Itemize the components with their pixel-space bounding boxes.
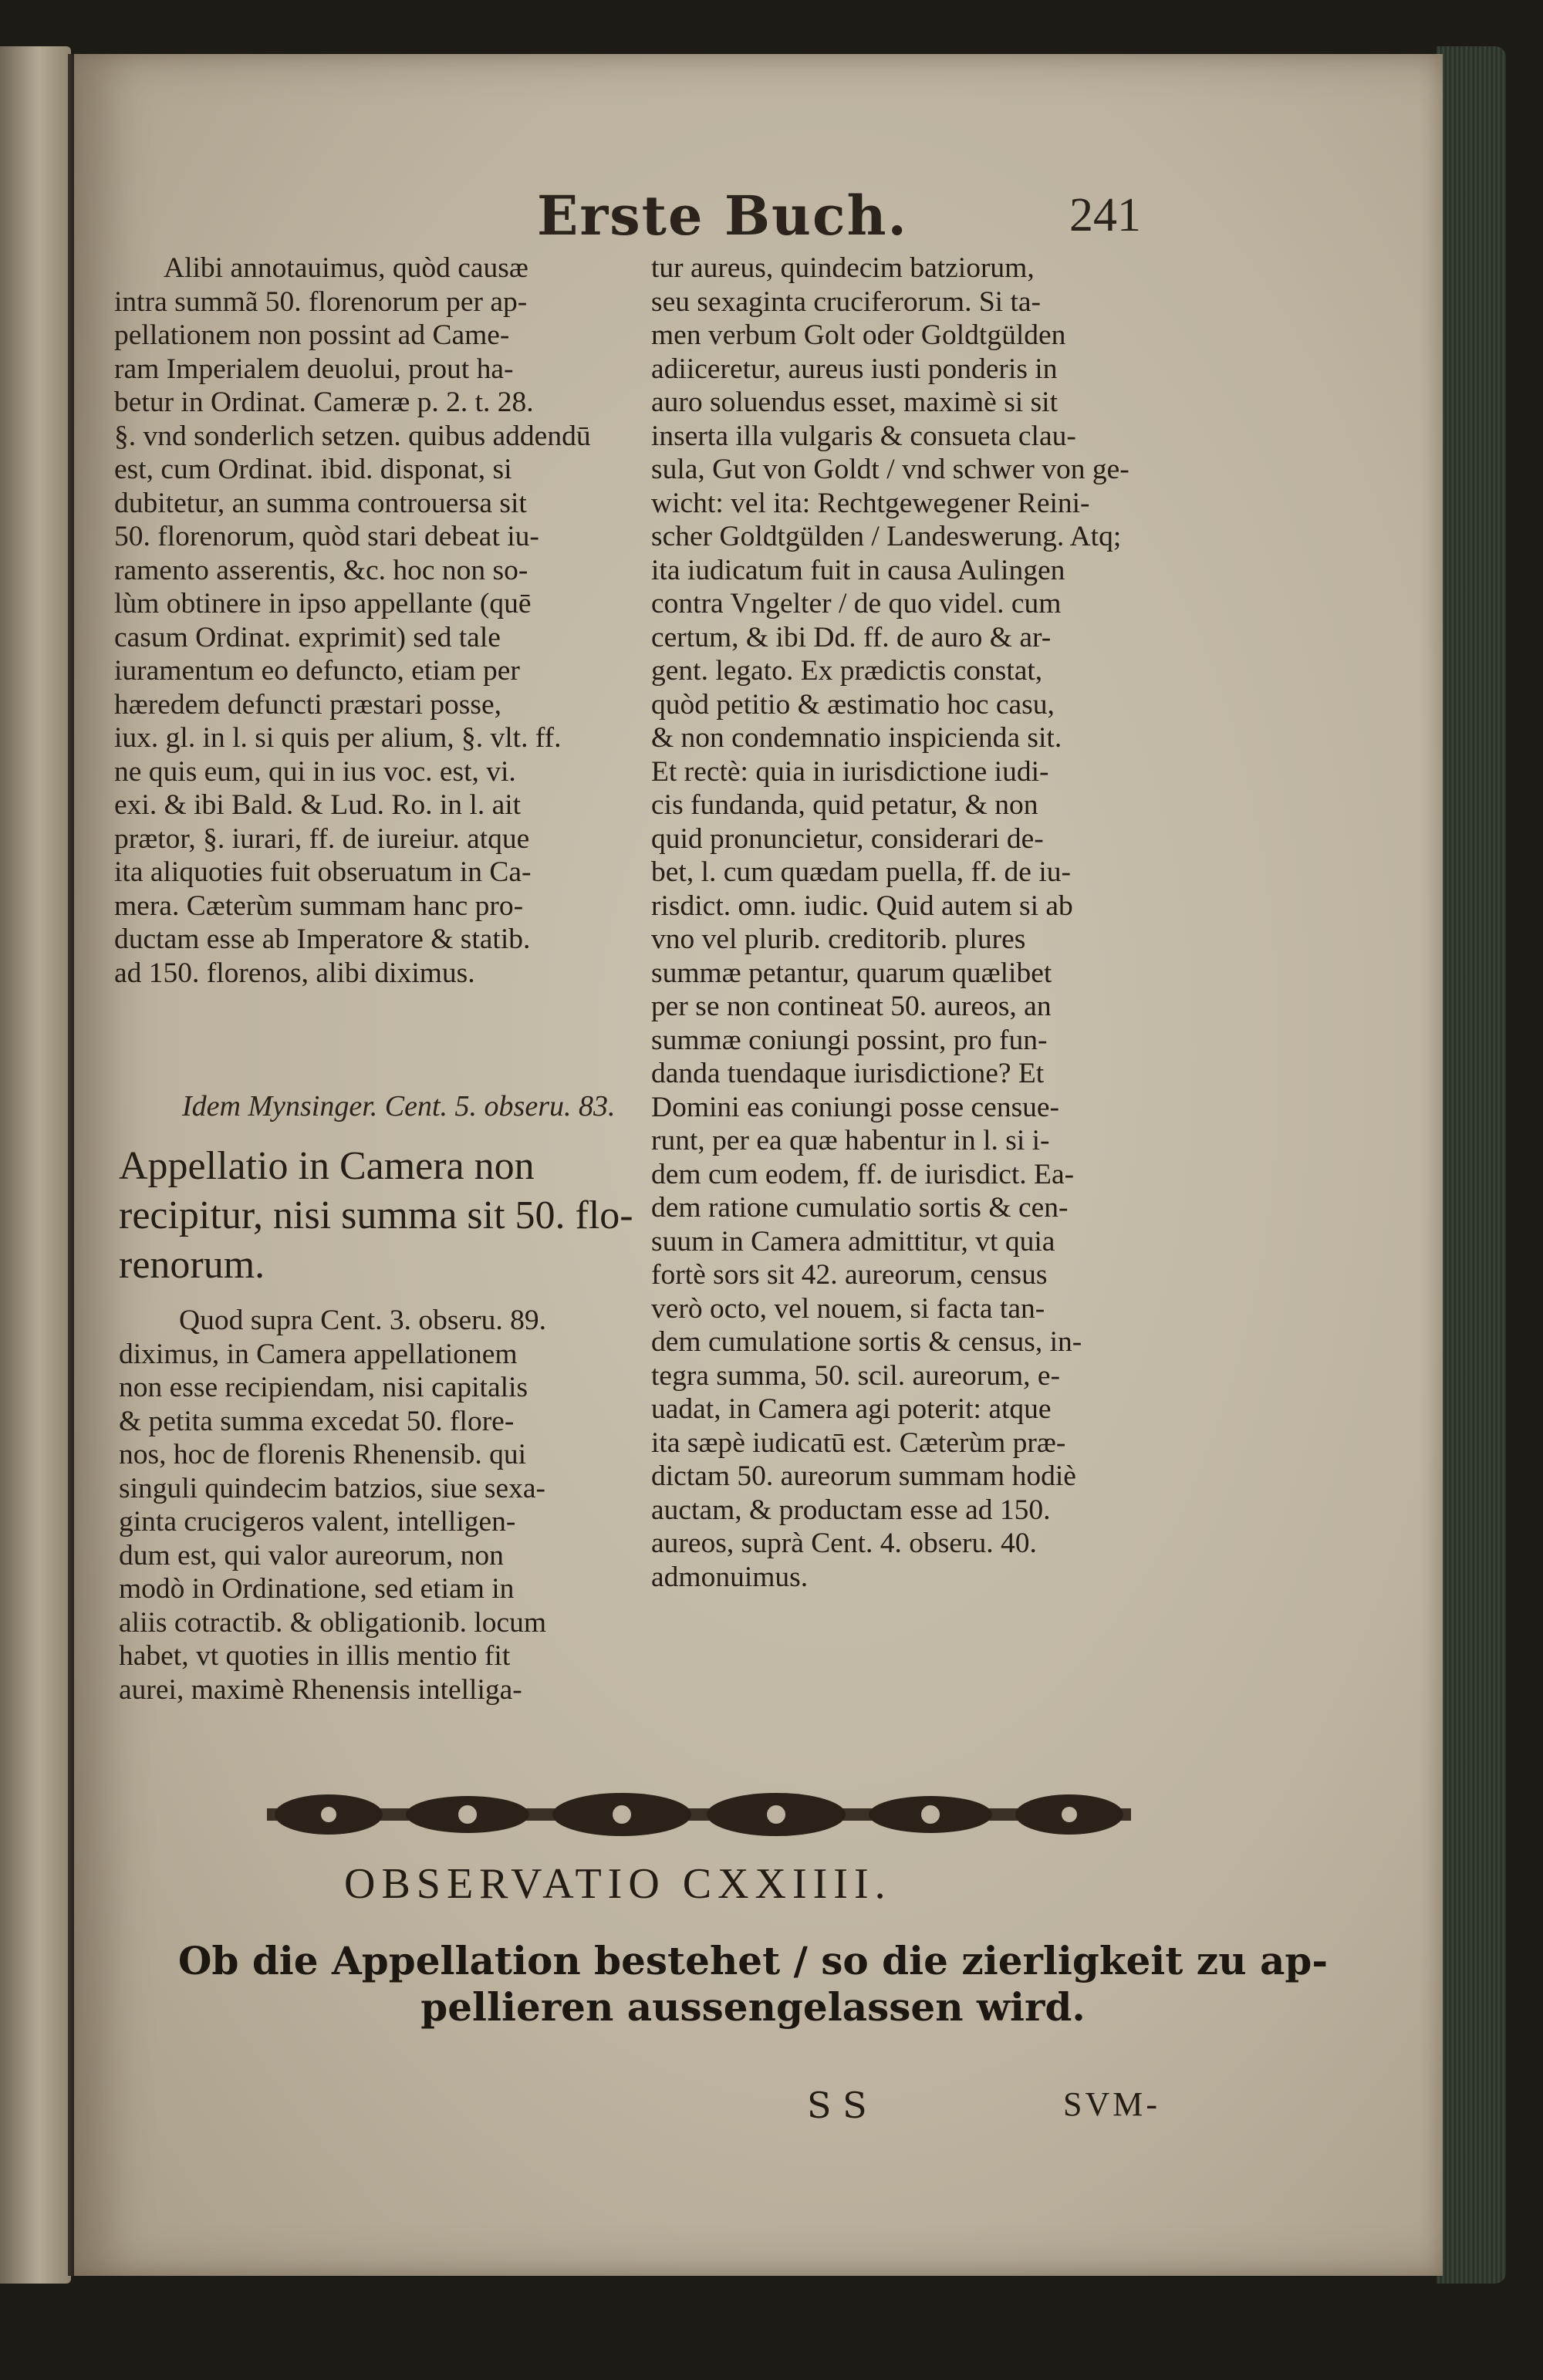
text-line: runt, per ea quæ habentur in l. si i- — [651, 1125, 1050, 1156]
text-line: ita iudicatum fuit in causa Aulingen — [651, 554, 1065, 586]
text-line: admonuimus. — [651, 1561, 809, 1593]
text-line: diximus, in Camera appellationem — [119, 1338, 518, 1370]
text-line: ita sæpè iudicatū est. Cæterùm præ- — [651, 1426, 1066, 1459]
text-line: certum, & ibi Dd. ff. de auro & ar- — [651, 621, 1052, 653]
subtitle-line: pellieren aussengelassen wird. — [420, 1984, 1086, 2030]
text-line: 50. florenorum, quòd stari debeat iu- — [114, 521, 539, 552]
text-line: Domini eas coniungi posse censue- — [651, 1091, 1060, 1123]
text-line: recipitur, nisi summa sit 50. flo- — [119, 1193, 633, 1237]
text-line: & non condemnatio inspicienda sit. — [651, 722, 1062, 754]
observation-title: OBSERVATIO CXXIIII. — [344, 1860, 892, 1908]
text-line: dem ratione cumulatio sortis & cen- — [651, 1192, 1069, 1224]
text-line: danda tuendaque iurisdictione? Et — [651, 1058, 1045, 1089]
caption-reference: Idem Mynsinger. Cent. 5. obseru. 83. — [182, 1090, 616, 1122]
text-line: ne quis eum, qui in ius voc. est, vi. — [114, 755, 516, 788]
text-line: ramento asserentis, &c. hoc non so- — [114, 554, 528, 586]
text-line: verò octo, vel nouem, si facta tan- — [651, 1292, 1045, 1325]
text-line: per se non contineat 50. aureos, an — [651, 991, 1052, 1022]
text-line: iuramentum eo defuncto, etiam per — [114, 655, 520, 687]
text-line: auro soluendus esset, maximè si sit — [651, 387, 1058, 418]
text-line: dem cum eodem, ff. de iurisdict. Ea- — [651, 1158, 1075, 1190]
text-line: dubitetur, an summa controuersa sit — [114, 487, 527, 519]
text-line: quòd petitio & æstimatio hoc casu, — [651, 688, 1055, 721]
text-line: risdict. omn. iudic. Quid autem si ab — [651, 890, 1073, 922]
text-line: non esse recipiendam, nisi capitalis — [119, 1372, 528, 1403]
text-line: renorum. — [119, 1243, 265, 1287]
text-line: auctam, & productam esse ad 150. — [651, 1494, 1051, 1526]
text-line: Et rectè: quia in iurisdictione iudi- — [651, 755, 1049, 788]
ornament-divider — [267, 1788, 1131, 1841]
text-line: summæ petantur, quarum quælibet — [651, 957, 1052, 989]
text-line: habet, vt quoties in illis mentio fit — [119, 1640, 511, 1672]
right-column — [651, 252, 1237, 1594]
text-line: suum in Camera admittitur, vt quia — [651, 1225, 1055, 1258]
running-head — [74, 184, 1443, 253]
text-line: summæ coniungi possint, pro fun- — [651, 1024, 1048, 1056]
text-line: Quod supra Cent. 3. obseru. 89. — [179, 1305, 546, 1336]
text-line: adiiceretur, aureus iusti ponderis in — [651, 353, 1058, 385]
section-heading — [119, 1142, 690, 1290]
text-line: ram Imperialem deuolui, prout ha- — [114, 353, 514, 385]
text-line: ginta crucigeros valent, intelligen- — [119, 1506, 516, 1538]
text-line: scher Goldtgülden / Landeswerung. Atq; — [651, 521, 1122, 552]
text-line: dem cumulatione sortis & census, in- — [651, 1326, 1082, 1358]
text-line: modò in Ordinatione, sed etiam in — [119, 1573, 515, 1605]
left-column-top — [114, 252, 681, 990]
text-line: dictam 50. aureorum summam hodiè — [651, 1460, 1076, 1492]
left-column-bottom — [119, 1304, 690, 1707]
text-line: hæredem defuncti præstari posse, — [114, 688, 501, 721]
facing-page-edge — [0, 46, 71, 2284]
text-line: vno vel plurib. creditorib. plures — [651, 923, 1026, 955]
book-page — [74, 54, 1443, 2276]
text-line: nos, hoc de florenis Rhenensib. qui — [119, 1439, 527, 1470]
running-title: Erste Buch. — [537, 184, 908, 248]
text-line: est, cum Ordinat. ibid. disponat, si — [114, 454, 512, 485]
text-line: wicht: vel ita: Rechtgewegener Reini- — [651, 487, 1090, 519]
text-line: aliis cotractib. & obligationib. locum — [119, 1606, 547, 1639]
text-line: Appellatio in Camera non — [119, 1144, 535, 1188]
text-line: seu sexaginta cruciferorum. Si ta- — [651, 285, 1042, 318]
text-line: pellationem non possint ad Came- — [114, 319, 510, 351]
text-line: tegra summa, 50. scil. aureorum, e- — [651, 1359, 1061, 1392]
text-line: men verbum Golt oder Goldtgülden — [651, 319, 1066, 351]
subtitle-line: Ob die Appellation bestehet / so die zierligkeit zu ap- — [177, 1938, 1329, 1983]
text-line: Alibi annotauimus, quòd causæ — [164, 252, 528, 284]
text-line: contra Vngelter / de quo videl. cum — [651, 588, 1062, 619]
text-line: mera. Cæterùm summam hanc pro- — [114, 890, 524, 922]
catchword: SVM- — [1063, 2085, 1161, 2123]
text-line: bet, l. cum quædam puella, ff. de iu- — [651, 856, 1071, 888]
text-line: fortè sors sit 42. aureorum, census — [651, 1259, 1048, 1291]
text-line: aurei, maximè Rhenensis intelliga- — [119, 1673, 522, 1706]
text-line: uadat, in Camera agi poterit: atque — [651, 1393, 1052, 1425]
text-line: gent. legato. Ex prædictis constat, — [651, 655, 1043, 687]
text-line: & petita summa excedat 50. flore- — [119, 1405, 515, 1437]
text-line: singuli quindecim batzios, siue sexa- — [119, 1472, 546, 1504]
observation-subtitle — [174, 1938, 1332, 2031]
text-line: ad 150. florenos, alibi diximus. — [114, 957, 475, 989]
text-line: sula, Gut von Goldt / vnd schwer von ge- — [651, 454, 1129, 485]
text-line: dum est, qui valor aureorum, non — [119, 1539, 504, 1571]
text-line: intra summã 50. florenorum per ap- — [114, 285, 528, 318]
text-line: prætor, §. iurari, ff. de iureiur. atque — [114, 822, 530, 855]
text-line: tur aureus, quindecim batziorum, — [651, 252, 1035, 284]
signature-mark: S S — [807, 2085, 867, 2126]
text-line: quid pronuncietur, considerari de- — [651, 822, 1044, 855]
text-line: §. vnd sonderlich setzen. quibus addendū — [114, 420, 591, 452]
text-line: exi. & ibi Bald. & Lud. Ro. in l. ait — [114, 789, 522, 821]
text-line: ita aliquoties fuit obseruatum in Ca- — [114, 856, 532, 888]
text-line: casum Ordinat. exprimit) sed tale — [114, 621, 501, 653]
text-line: inserta illa vulgaris & consueta clau- — [651, 420, 1076, 452]
text-line: ductam esse ab Imperatore & statib. — [114, 923, 531, 955]
text-line: betur in Ordinat. Cameræ p. 2. t. 28. — [114, 387, 534, 418]
text-line: cis fundanda, quid petatur, & non — [651, 789, 1038, 821]
text-line: lùm obtinere in ipso appellante (quē — [114, 588, 532, 619]
text-line: iux. gl. in l. si quis per alium, §. vlt. ff. — [114, 722, 562, 754]
text-line: aureos, suprà Cent. 4. obseru. 40. — [651, 1528, 1037, 1559]
page-edges — [1437, 46, 1506, 2284]
page-number: 241 — [1069, 189, 1141, 241]
